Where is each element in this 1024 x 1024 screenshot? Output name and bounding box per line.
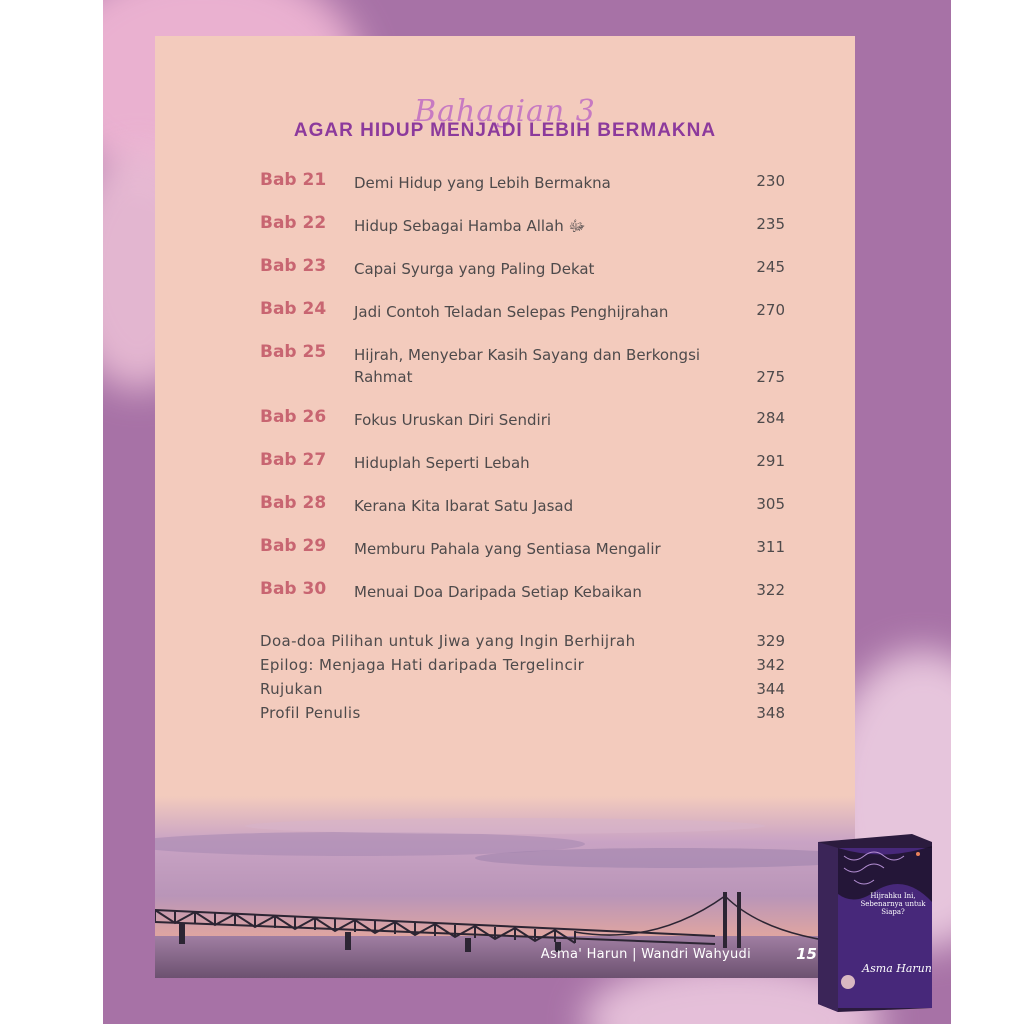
footer-page-number: 15 — [796, 945, 817, 963]
chapter-title: Jadi Contoh Teladan Selepas Penghijrahan — [354, 303, 669, 321]
page-number: 275 — [756, 368, 785, 386]
page-number: 344 — [756, 680, 785, 698]
page-number: 235 — [756, 215, 785, 233]
page-number: 305 — [756, 495, 785, 513]
chapter-label: Bab 26 — [260, 407, 327, 427]
chapter-title: Demi Hidup yang Lebih Bermakna — [354, 174, 611, 192]
book-cover-thumbnail — [814, 832, 934, 1012]
book-cover-art — [814, 832, 934, 1012]
toc-entry-rujukan[interactable] — [260, 680, 785, 704]
part-label: Bahagian 3 — [414, 94, 596, 129]
page-number: 291 — [756, 452, 785, 470]
chapter-label: Bab 25 — [260, 342, 327, 362]
page-number: 311 — [756, 538, 785, 556]
back-matter-title: Rujukan — [260, 680, 323, 698]
chapter-title: Hijrah, Menyebar Kasih Sayang dan Berkongsi Rahmat — [354, 346, 701, 386]
chapter-title: Hidup Sebagai Hamba Allah ﷻ — [354, 217, 586, 235]
page-number: 348 — [756, 704, 785, 722]
chapter-title: Kerana Kita Ibarat Satu Jasad — [354, 497, 574, 515]
part-title: AGAR HIDUP MENJADI LEBIH BERMAKNA — [293, 120, 717, 141]
footer-credit: Asma' Harun | Wandri Wahyudi — [540, 947, 751, 962]
toc-entry-epilog[interactable] — [260, 656, 785, 680]
chapter-label: Bab 23 — [260, 256, 327, 276]
chapter-title: Memburu Pahala yang Sentiasa Mengalir — [354, 540, 661, 558]
chapter-title: Capai Syurga yang Paling Dekat — [354, 260, 595, 278]
back-matter-title: Epilog: Menjaga Hati daripada Tergelincir — [260, 656, 585, 674]
chapter-label: Bab 29 — [260, 536, 327, 556]
page-number: 270 — [756, 301, 785, 319]
back-matter-title: Profil Penulis — [260, 704, 361, 722]
page-number: 322 — [756, 581, 785, 599]
chapter-title: Hiduplah Seperti Lebah — [354, 454, 530, 472]
chapter-title: Menuai Doa Daripada Setiap Kebaikan — [354, 583, 642, 601]
chapter-label: Bab 22 — [260, 213, 327, 233]
book-title: Hijrahku Ini, Sebenarnya untuk Siapa? — [860, 892, 926, 916]
book-author: Asma Harun — [862, 962, 932, 975]
page-number: 230 — [756, 172, 785, 190]
chapter-label: Bab 27 — [260, 450, 327, 470]
page-number: 284 — [756, 409, 785, 427]
toc-entry-profil[interactable] — [260, 704, 785, 728]
contents-page — [155, 36, 855, 978]
chapter-label: Bab 28 — [260, 493, 327, 513]
back-matter-title: Doa-doa Pilihan untuk Jiwa yang Ingin Berhijrah — [260, 632, 636, 650]
chapter-title: Fokus Uruskan Diri Sendiri — [354, 411, 552, 429]
page-number: 342 — [756, 656, 785, 674]
chapter-label: Bab 21 — [260, 170, 327, 190]
page-number: 329 — [756, 632, 785, 650]
chapter-label: Bab 30 — [260, 579, 327, 599]
chapter-label: Bab 24 — [260, 299, 327, 319]
page-footer — [155, 947, 855, 975]
page-number: 245 — [756, 258, 785, 276]
toc-entry-doa[interactable] — [260, 632, 785, 656]
